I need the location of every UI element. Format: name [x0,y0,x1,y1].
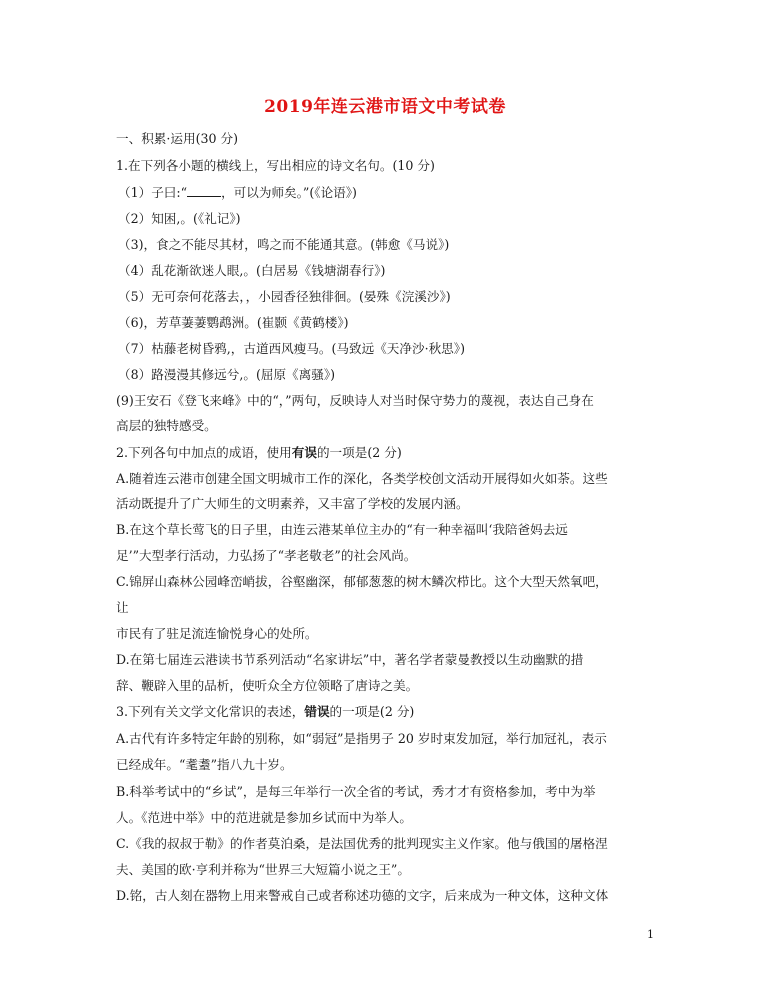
question-1-item-3: （3)，食之不能尽其材，鸣之而不能通其意。(韩愈《马说》) [118,237,450,252]
question-3-stem-emphasis: 错误 [304,704,330,719]
question-2-stem-emphasis: 有误 [291,445,317,460]
exam-title: 2019年连云港市语文中考试卷 [264,97,506,117]
question-2-option-c-line-3: 市民有了驻足流连愉悦身心的处所。 [116,626,318,641]
question-2-option-d-line-1: D.在第七届连云港读书节系列活动“名家讲坛”中，著名学者蒙曼教授以生动幽默的措 [116,652,584,667]
question-3-option-b-line-2: 人。《范进中举》中的范进就是参加乡试而中为举人。 [116,810,412,825]
question-3-option-d-line-1: D.铭，古人刻在器物上用来警戒自己或者称述功德的文字，后来成为一种文体，这种文体 [116,888,609,903]
question-1-item-2: （2）知困,。(《礼记》) [118,211,241,226]
page-number: 1 [647,928,654,941]
question-1-item-8: （8）路漫漫其修远兮,。(屈原《离骚》) [118,367,336,382]
question-2-stem-pre: 2.下列各句中加点的成语，使用 [116,445,292,460]
question-2-option-b-line-1: B.在这个草长莺飞的日子里，由连云港某单位主办的“有一种幸福叫‘我陪爸妈去远 [116,522,568,537]
question-3-stem-post: 的一项是(2 分) [329,704,415,719]
question-3-stem-pre: 3.下列有关文学文化常识的表述， [116,704,305,719]
question-1-item-9-line-2: 高层的独特感受。 [116,418,217,433]
answer-blank[interactable] [187,185,221,197]
question-1-item-5: （5）无可奈何花落去，，小园香径独徘徊。(晏殊《浣溪沙》) [118,289,451,304]
question-1-item-6: （6)，芳草萋萋鹦鹉洲。(崔颢《黄鹤楼》) [118,315,349,330]
question-1-item-9-line-1: (9)王安石《登飞来峰》中的“，”两句，反映诗人对当时保守势力的蔑视，表达自己身在 [116,393,594,408]
question-2-option-b-line-2: 足’”大型孝行活动，力弘扬了“孝老敬老”的社会风尚。 [116,548,417,563]
question-2-option-c-line-2: 让 [116,600,129,615]
question-2-option-c-line-1: C.锦屏山森林公园峰峦峭拔，谷壑幽深，郁郁葱葱的树木鳞次栉比。这个大型天然氧吧， [116,574,608,589]
question-2-stem-post: 的一项是(2 分) [316,445,402,460]
section-heading: 一、积累·运用(30 分) [116,131,239,146]
question-3-stem [116,704,656,720]
question-3-option-b-line-1: B.科举考试中的“乡试”，是每三年举行一次全省的考试，秀才才有资格参加，考中为举 [116,784,596,799]
question-1-item-4: （4）乱花渐欲迷人眼,。(白居易《钱塘湖春行》) [118,263,386,278]
question-1-item-1 [118,185,658,201]
question-2-option-d-line-2: 辞、鞭辟入里的品析，使听众全方位领略了唐诗之美。 [116,678,419,693]
question-3-option-c-line-2: 夫、美国的欧·亨利并称为“世界三大短篇小说之王”。 [116,862,410,877]
question-2-option-a-line-2: 活动既提升了广大师生的文明素养，又丰富了学校的发展内涵。 [116,496,469,511]
question-2-stem [116,445,656,461]
question-1-stem: 1.在下列各小题的横线上，写出相应的诗文名句。(10 分) [116,158,435,173]
question-3-option-c-line-1: C.《我的叔叔于勒》的作者莫泊桑，是法国优秀的批判现实主义作家。他与俄国的屠格涅 [116,836,608,851]
question-1-item-7: （7）枯藤老树昏鸦,，古道西风瘦马。(马致远《天净沙·秋思》) [118,341,465,356]
item-1-suffix: ，可以为师矣。”(《论语》) [221,185,357,200]
question-3-option-a-line-2: 已经成年。“耄耋”指八九十岁。 [116,757,293,772]
question-3-option-a-line-1: A.古代有许多特定年龄的别称，如“弱冠”是指男子 20 岁时束发加冠，举行加冠礼，表示 [116,731,607,746]
item-1-prefix: （1）子曰:“ [118,185,188,200]
question-2-option-a-line-1: A.随着连云港市创建全国文明城市工作的深化，各类学校创文活动开展得如火如荼。这些 [116,471,608,486]
